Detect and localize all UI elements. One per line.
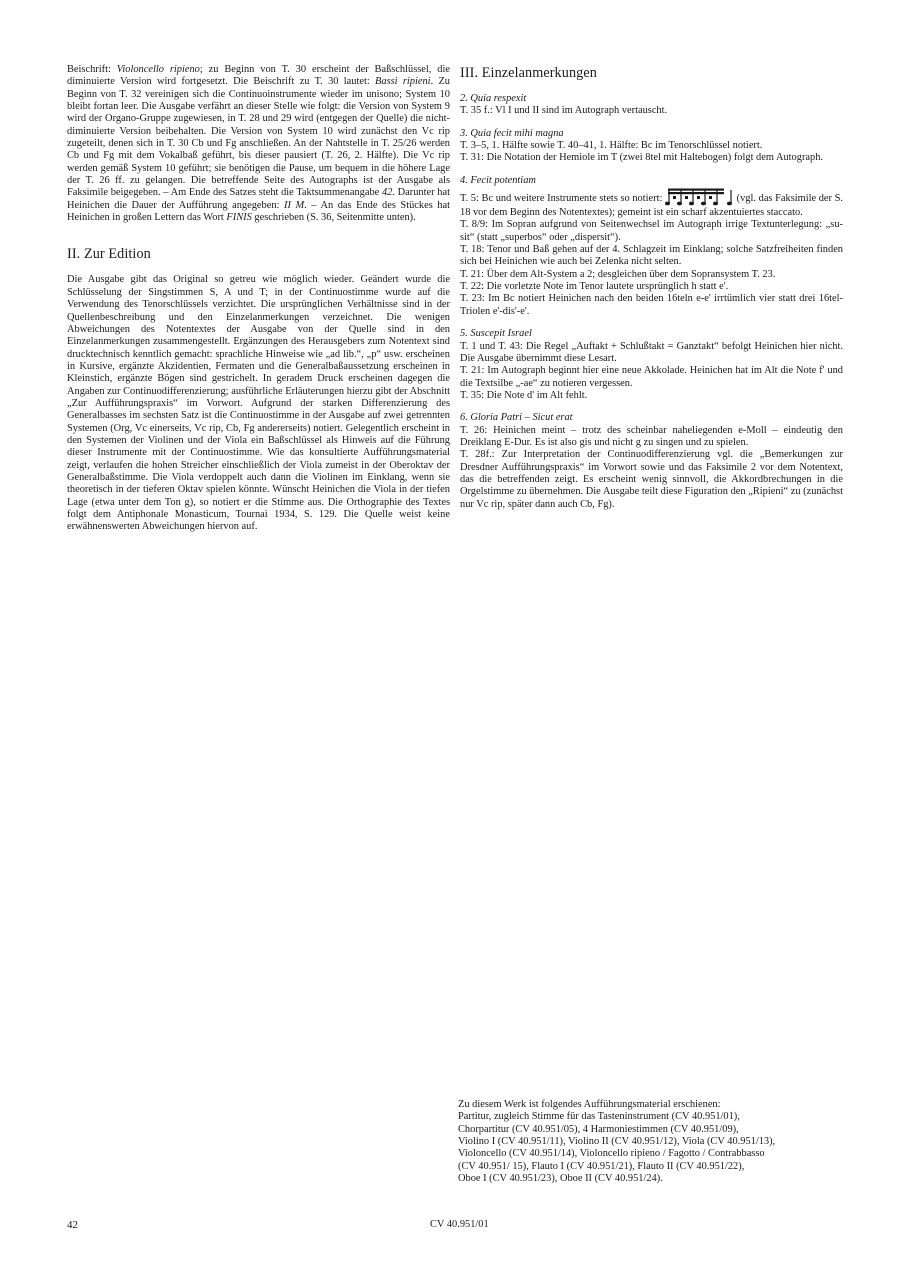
note-line: T. 21: Über dem Alt-System a 2; desgleichen über dem Sopransystem T. 23.	[460, 268, 776, 280]
notes-heading: III. Einzelanmerkungen	[460, 65, 597, 81]
note-section-quia-respexit	[460, 93, 843, 118]
edition-paragraph: Die Ausgabe gibt das Original so getreu wie möglich wieder. Geändert wurde die Schlüsselung der Singstimmen S, A und T; in der Continuostimme wurde auf die Verwendung des Tenorschlüssels verzichtet. Die ursprünglichen Verhältnisse sind in der Quellenbeschreibung und den Einzelanmerkungen verzeichnet. Die wenigen Abweichungen des Notentextes der Ausgabe von der Quelle sind in den Einzelanmerkungen zusammengestellt. Ergänzungen des Herausgebers zum Notentext sind drucktechnisch kenntlich gemacht: sprachliche Hinweise wie „ad lib.“, „p“ usw. erscheinen in Kursive, ergänzte Akzidentien, Fermaten und die Generalbaßaussetzung erscheinen in Kleinstich, ergänzte Bögen sind gestrichelt. In geradem Druck erscheinen dagegen die Angaben zur Continuodifferenzierung; ausführliche Erläuterungen hierzu gibt der Abschnitt „Zur Aufführungspraxis“ im Vorwort. Aufgrund der starken Differenzierung des Generalbasses im sechsten Satz ist die Continuostimme in der Ausgabe auf zwei getrennten Systemen (Org, Vc einerseits, Vc rip, Cb, Fg andererseits) notiert. Gelegentlich erscheint in den Systemen der Violinen und der Viola ein Baßschlüssel als Hinweis auf die Führung dieser Instrumente mit der Continuostimme. Wie das konsultierte Aufführungsmaterial zeigt, verlaufen die hohen Streicher einschließlich der Viola zumeist in der Oberoktav der Generalbaßstimme. Die Viola verdoppelt auch dann die Violinen im Einklang, wenn sie theoretisch in der tieferen Oktav spielen könnte. Wünscht Heinichen die Viola in der tiefen Lage (etwa unter dem Ton g), so notiert er die Stimme aus. Die Orthographie des Textes folgt dem Antiphonale Monasticum, Tournai 1934, S. 129. Die Quelle weist keine erwähnenswerten Abweichungen hiervon auf.	[67, 274, 450, 533]
note-line: T. 31: Die Notation der Hemiole im T (zwei 8tel mit Haltebogen) folgt dem Autograph.	[460, 152, 824, 164]
left-column	[67, 64, 450, 534]
material-line: Violoncello (CV 40.951/14), Violoncello ripieno / Fagotto / Contrabbasso	[458, 1148, 765, 1160]
music-notation-icon	[665, 187, 734, 207]
note-line: T. 35: Die Note d' im Alt fehlt.	[460, 389, 588, 401]
note-line: T. 1 und T. 43: Die Regel „Auftakt + Schlußtakt = Ganztakt“ befolgt Heinichen hier nicht. Die Ausgabe übernimmt diese Lesart.	[460, 340, 843, 364]
material-line: (CV 40.951/ 15), Flauto I (CV 40.951/21), Flauto II (CV 40.951/22),	[458, 1160, 745, 1172]
note-line: T. 3–5, 1. Hälfte sowie T. 40–41, 1. Hälfte: Bc im Tenorschlüssel notiert.	[460, 140, 763, 152]
edition-heading: II. Zur Edition	[67, 246, 151, 263]
section-title: 5. Suscepit Israel	[460, 328, 532, 340]
note-section-gloria-patri	[460, 412, 843, 511]
material-line: Zu diesem Werk ist folgendes Aufführungsmaterial erschienen:	[458, 1099, 721, 1110]
note-line: T. 28f.: Zur Interpretation der Continuodifferenzierung vgl. die „Bemerkungen zur Dresdner Aufführungspraxis“ im Vorwort sowie und das Faksimile 2 vor dem Notentext, das die betreffenden zeigt. Es erscheint wenig sinnvoll, die Akkordbrechungen in die Orgelstimme zu übernehmen. Die Ausgabe teilt diese Figuration den „Ripieni“ zu (zunächst nur Vc rip, später dann auch Cb, Fg).	[460, 449, 843, 510]
note-section-suscepit-israel	[460, 328, 843, 402]
catalog-number: CV 40.951/01	[430, 1219, 489, 1230]
material-line: Oboe I (CV 40.951/23), Oboe II (CV 40.951/24).	[458, 1173, 663, 1185]
note-line: T. 8/9: Im Sopran aufgrund von Seitenwechsel im Autograph irrige Textunterlegung: „su-sit“ (statt „superbos“ oder „dispersit“).	[460, 219, 843, 243]
note-line: T. 26: Heinichen meint – trotz des scheinbar naheliegenden e-Moll – eindeutig den Dreiklang E-Dur. Es ist also gis und nicht g zu singen und zu spielen.	[460, 424, 843, 448]
section-title: 3. Quia fecit mihi magna	[460, 127, 564, 139]
note-section-quia-fecit	[460, 128, 843, 165]
right-column	[460, 64, 843, 521]
note-line: T. 5: Bc und weitere Instrumente stets so notiert: (vgl. das Faksimile der S. 18 vor dem Beginn des Notentextes); gemeint ist ein scharf akzentuiertes staccato.	[460, 187, 843, 219]
note-line: T. 18: Tenor und Baß gehen auf der 4. Schlagzeit im Einklang; solche Satzfreiheiten finden sich bei Heinichen wie auch bei Zelenka nicht selten.	[460, 244, 843, 268]
note-line: T. 22: Die vorletzte Note im Tenor lautete ursprünglich h statt e'.	[460, 281, 729, 293]
source-description-paragraph: Beischrift: Violoncello ripieno; zu Beginn von T. 30 erscheint der Baßschlüssel, die diminuierte Version wird fortgesetzt. Die Beischrift zu T. 30 lautet: Bassi ripieni. Zu Beginn von T. 32 vereinigen sich die Continuoinstrumente wieder im unisono; System 10 bleibt fortan leer. Die Ausgabe verfährt an dieser Stelle wie folgt: die Version von System 9 wird der Organo-Gruppe zugewiesen, in T. 28 und 29 wird (entgegen der Quelle) die nicht-diminuierte Version beibehalten. Die Version von System 10 wird zunächst den Vc rip zugeteilt, denen sich in T. 30 Cb und Fg anschließen. An der Nahtstelle in T. 25/26 werden Cb und Fg mit dem Vokalbaß geführt, bis dieser pausiert (T. 26, 2. Hälfte). Die Vc rip werden gemäß System 10 geführt; sie benötigen die Pause, um bequem in die höhere Lage der T. 26 ff. zu gelangen. Die betreffende Seite des Autographs ist der Ausgabe als Faksimile beigegeben. – Am Ende des Satzes steht die Taktsummenangabe 42. Darunter hat Heinichen die Dauer der Aufführung angegeben: II M. – An das Ende des Stückes hat Heinichen in großen Lettern das Wort FINIS geschrieben (S. 36, Seitenmitte unten).	[67, 64, 450, 224]
note-line: T. 35 f.: Vl I und II sind im Autograph vertauscht.	[460, 105, 668, 117]
material-line: Violino I (CV 40.951/11), Violino II (CV 40.951/12), Viola (CV 40.951/13),	[458, 1136, 776, 1148]
section-title: 6. Gloria Patri – Sicut erat	[460, 412, 573, 424]
material-line: Chorpartitur (CV 40.951/05), 4 Harmoniestimmen (CV 40.951/09),	[458, 1123, 739, 1135]
note-line: T. 21: Im Autograph beginnt hier eine neue Akkolade. Heinichen hat im Alt die Note f' und die Textsilbe „-ae“ zu notieren vergessen.	[460, 365, 843, 389]
note-line: T. 23: Im Bc notiert Heinichen nach den beiden 16teln e-e' irrtümlich vier statt drei 16tel-Triolen e'-dis'-e'.	[460, 293, 843, 317]
page-number: 42	[67, 1219, 78, 1231]
performance-material-list	[458, 1099, 843, 1185]
section-title: 4. Fecit potentiam	[460, 174, 536, 186]
note-section-fecit-potentiam	[460, 175, 843, 318]
section-title: 2. Quia respexit	[460, 93, 527, 104]
material-line: Partitur, zugleich Stimme für das Tasteninstrument (CV 40.951/01),	[458, 1111, 740, 1123]
